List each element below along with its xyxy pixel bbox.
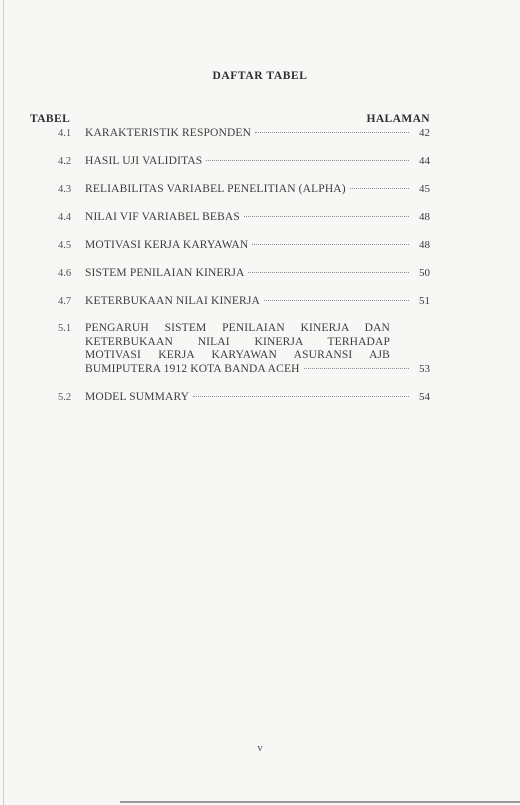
entry-page: 42: [419, 127, 430, 139]
entry-page: 51: [419, 295, 430, 307]
dot-leader: [248, 272, 409, 273]
entry-title: NILAI VIF VARIABEL BEBAS: [85, 211, 240, 223]
entry-number: 4.3: [58, 184, 72, 195]
entry-number: 5.1: [58, 323, 72, 334]
entry-page: 48: [419, 239, 430, 251]
dot-leader: [252, 244, 409, 245]
dot-leader: [264, 300, 409, 301]
entry-page: 53: [419, 362, 430, 375]
entry-title-line: KETERBUKAAN NILAI KINERJA TERHADAP: [85, 335, 390, 348]
entry-number: 4.4: [58, 212, 72, 223]
page-number: v: [257, 742, 263, 754]
entry-title: MODEL SUMMARY: [85, 391, 190, 403]
dot-leader: [255, 132, 409, 133]
entry-page: 50: [419, 267, 430, 279]
entry-page: 54: [419, 391, 430, 403]
entry-number: 4.7: [58, 296, 72, 307]
entry-title: RELIABILITAS VARIABEL PENELITIAN (ALPHA): [85, 183, 346, 195]
entry-title: KARAKTERISTIK RESPONDEN: [85, 127, 252, 139]
dot-leader: [350, 188, 409, 189]
entry-title: KETERBUKAAN NILAI KINERJA: [85, 295, 260, 307]
bottom-edge-rule: [120, 801, 520, 803]
entry-title-line: BUMIPUTERA 1912 KOTA BANDA ACEH: [85, 362, 300, 375]
column-header-table: TABEL: [30, 113, 71, 125]
entry-page: 48: [419, 211, 430, 223]
entry-number: 4.1: [58, 128, 72, 139]
entry-number: 4.6: [58, 268, 72, 279]
entry-number: 4.2: [58, 156, 72, 167]
page-title: DAFTAR TABEL: [212, 70, 308, 82]
entry-title: SISTEM PENILAIAN KINERJA: [85, 267, 245, 279]
entry-page: 44: [419, 155, 430, 167]
dot-leader: [206, 160, 409, 161]
dot-leader: [193, 396, 409, 397]
page-edge: [3, 0, 4, 805]
entry-title: MOTIVASI KERJA KARYAWAN: [85, 239, 249, 251]
column-header-page: HALAMAN: [366, 113, 430, 125]
entry-title: HASIL UJI VALIDITAS: [85, 155, 203, 167]
entry-number: 5.2: [58, 392, 72, 403]
entry-title-line: PENGARUH SISTEM PENILAIAN KINERJA DAN: [85, 322, 390, 334]
entry-page: 45: [419, 183, 430, 195]
dot-leader: [304, 368, 409, 369]
dot-leader: [244, 216, 409, 217]
entry-title-line: MOTIVASI KERJA KARYAWAN ASURANSI AJB: [85, 349, 390, 361]
entry-number: 4.5: [58, 240, 72, 251]
